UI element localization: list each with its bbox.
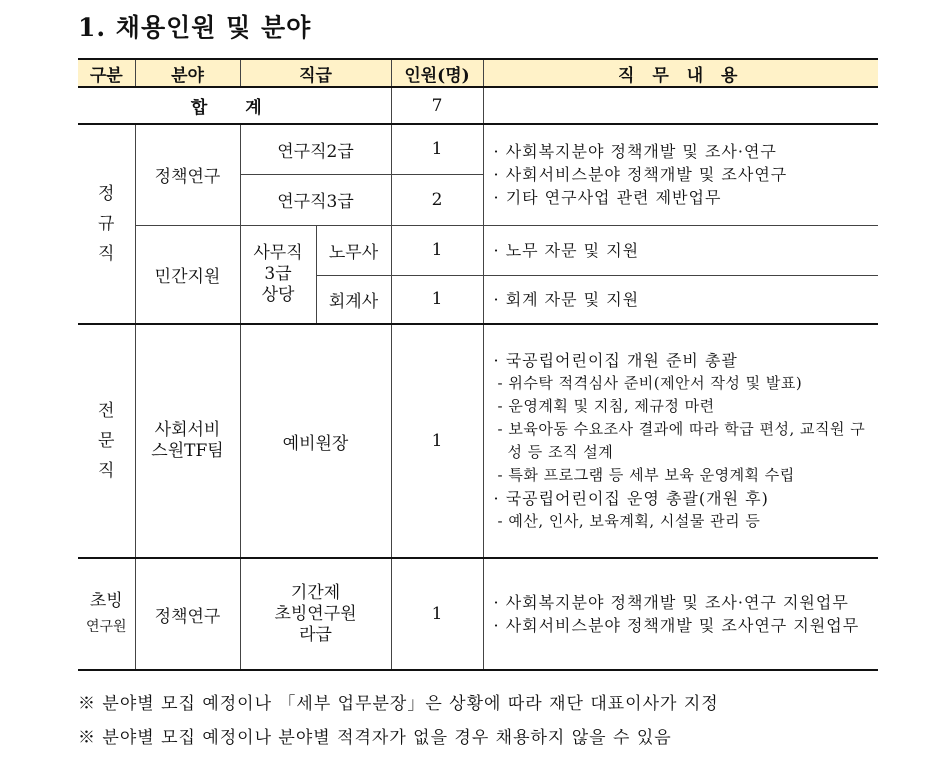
rank-line: 라급 [299,624,332,645]
header-count: 인원(명) [391,59,483,87]
header-field: 분야 [135,59,240,87]
duty-item: · 사회서비스분야 정책개발 및 조사연구 지원업무 [493,616,860,635]
sub-rank-cell: 노무사 [316,225,391,275]
count-cell: 1 [391,124,483,174]
header-category: 구분 [78,59,135,87]
duties-policy [483,124,878,225]
category-regular [78,124,135,324]
category-char: 전 [98,401,115,421]
rank-cell: 예비원장 [240,324,391,558]
count-cell: 1 [391,225,483,275]
notes [78,687,719,755]
note-line: ※ 분야별 모집 예정이나 「세부 업무분장」은 상황에 따라 재단 대표이사가 지정 [78,694,719,714]
header-rank: 직급 [240,59,391,87]
category-char: 문 [98,431,115,451]
field-invited: 정책연구 [135,558,240,670]
field-line: 사회서비 [154,420,221,440]
table-row [78,324,878,558]
rank-invited [240,558,391,670]
category-char: 직 [98,244,115,264]
note-line: ※ 분야별 모집 예정이나 분야별 적격자가 없을 경우 채용하지 않을 수 있음 [78,728,672,748]
duty-item: · 국공립어린이집 개원 준비 총괄 [493,351,738,370]
category-line: 초빙 [89,591,123,611]
total-count: 7 [391,87,483,124]
count-cell: 2 [391,174,483,225]
category-invited [78,558,135,670]
field-line: 스원TF팀 [151,441,224,461]
total-duties [483,87,878,124]
duty-item: · 사회서비스분야 정책개발 및 조사연구 [493,165,788,185]
duty-item: · 국공립어린이집 운영 총괄(개원 후) [493,489,769,508]
rank-line: 기간제 [290,582,341,603]
total-row [78,87,878,124]
duty-item: · 기타 연구사업 관련 제반업무 [493,188,722,208]
header-duties: 직 무 내 용 [483,59,878,87]
category-char: 직 [98,461,115,481]
rank-cell: 연구직2급 [240,124,391,174]
count-cell: 1 [391,275,483,324]
rank-line: 사무직 [253,242,303,263]
rank-private [240,225,316,324]
count-cell: 1 [391,558,483,670]
field-private: 민간지원 [135,225,240,324]
field-specialist [135,324,240,558]
category-char: 규 [98,214,115,234]
duty-item: · 노무 자문 및 지원 [493,240,640,260]
rank-line: 상당 [261,284,295,305]
table-row [78,558,878,670]
duty-item: · 사회복지분야 정책개발 및 조사·연구 지원업무 [493,593,849,612]
duty-subitem: - 보육아동 수요조사 결과에 따라 학급 편성, 교직원 구성 등 조직 설계 [497,420,866,461]
duty-item: · 회계 자문 및 지원 [493,289,640,309]
table-row [78,124,878,174]
total-label: 합 계 [78,87,391,124]
duty-subitem: - 특화 프로그램 등 세부 보육 운영계획 수립 [497,466,795,484]
table-row [78,225,878,275]
rank-line: 3급 [264,263,292,284]
duty-item: · 사회복지분야 정책개발 및 조사·연구 [493,142,777,162]
recruitment-table [78,58,878,671]
duty-subitem: - 예산, 인사, 보육계획, 시설물 관리 등 [497,512,761,530]
count-cell: 1 [391,324,483,558]
category-specialist [78,324,135,558]
duty-subitem: - 운영계획 및 지침, 제규정 마련 [497,397,715,415]
duties-specialist [483,324,878,558]
duty-cell [483,275,878,324]
table-header-row [78,59,878,87]
rank-line: 초빙연구원 [274,603,357,624]
rank-cell: 연구직3급 [240,174,391,225]
sub-rank-cell: 회계사 [316,275,391,324]
duties-invited [483,558,878,670]
field-policy: 정책연구 [135,124,240,225]
category-line: 연구원 [85,619,127,635]
duty-cell [483,225,878,275]
category-char: 정 [98,184,115,204]
section-title: 1. 채용인원 및 분야 [78,13,312,42]
duty-subitem: - 위수탁 적격심사 준비(제안서 작성 및 발표) [497,374,803,392]
